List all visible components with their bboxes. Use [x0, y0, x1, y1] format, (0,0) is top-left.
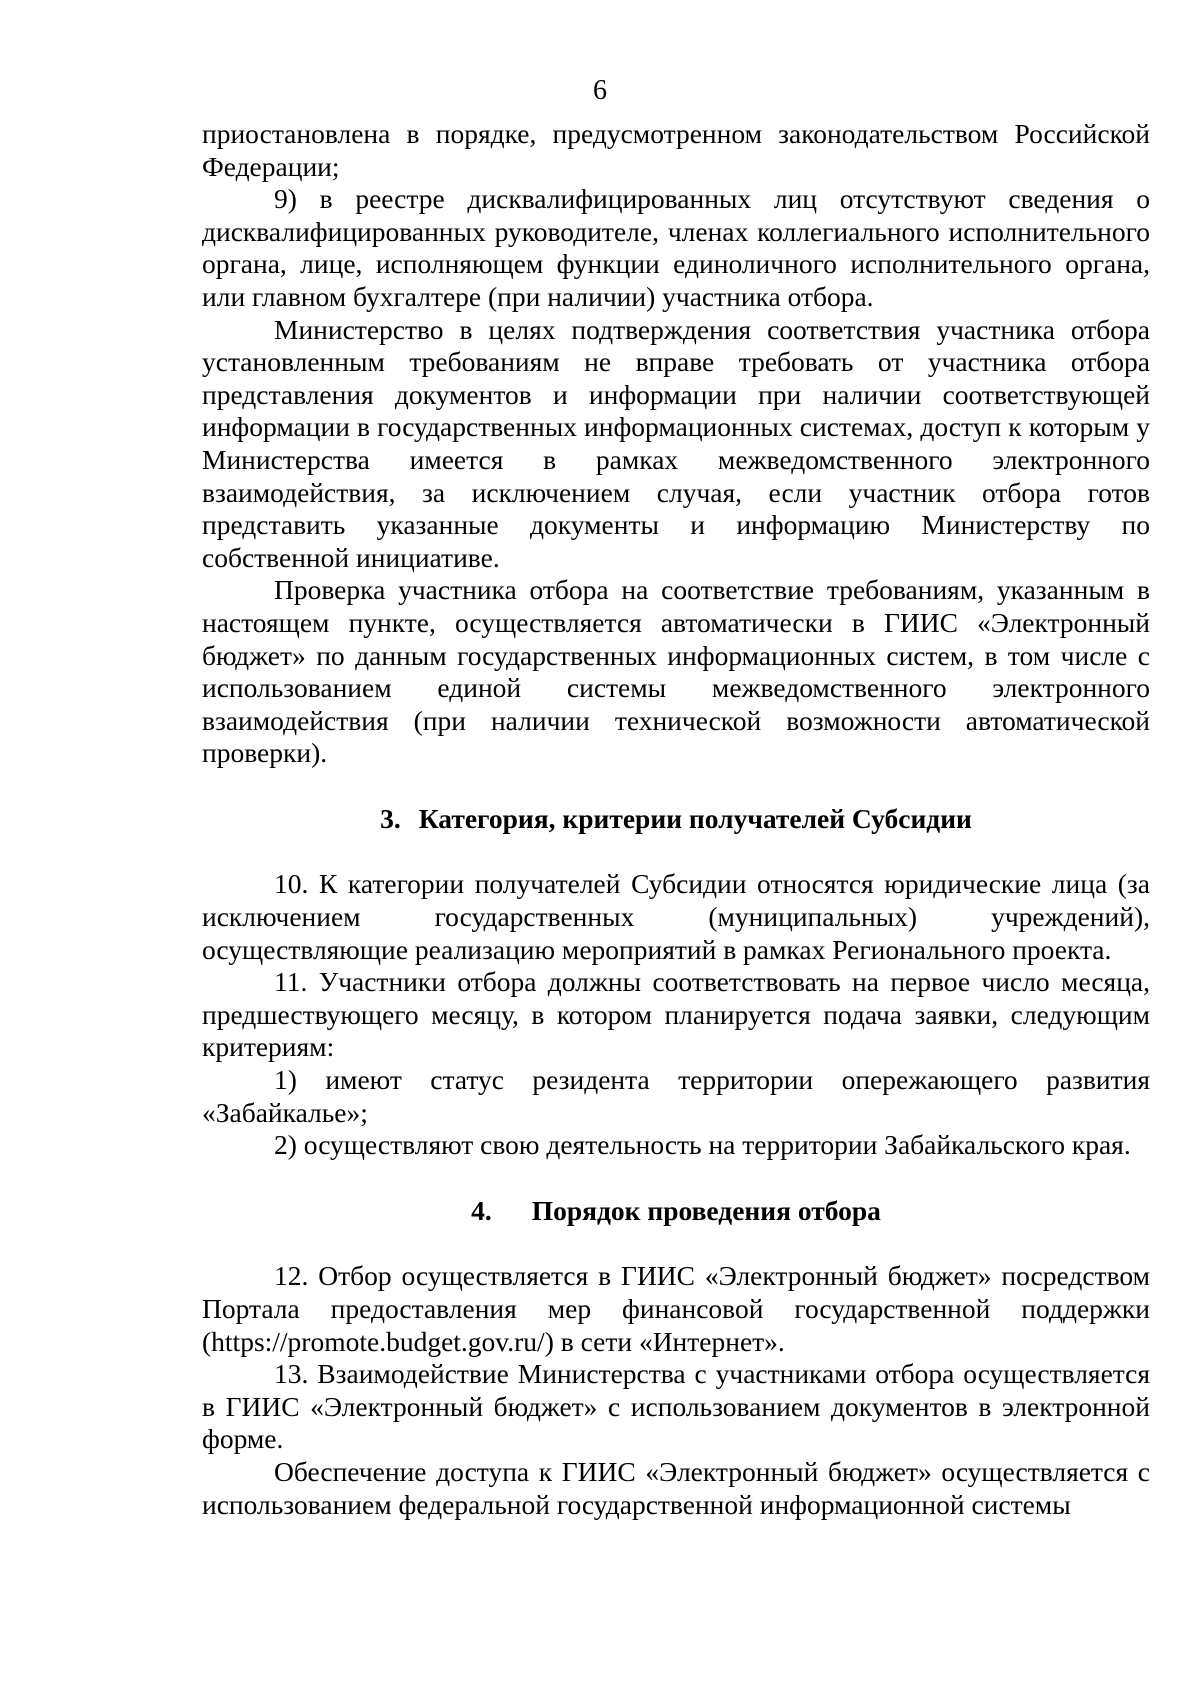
paragraph-item-13: 13. Взаимодействие Министерства с участниками отбора осуществляется в ГИИС «Электронный бюджет» с использованием документов в электронной форме. [202, 1358, 1150, 1455]
spacer [202, 835, 1150, 868]
section-number: 4. [471, 1194, 492, 1226]
section-heading-3 [202, 803, 1150, 836]
paragraph-item-12: 12. Отбор осуществляется в ГИИС «Электронный бюджет» посредством Портала предоставления мер финансовой государственной поддержки (https://promote.budget.gov.ru/) в сети «Интернет». [202, 1260, 1150, 1357]
section-number: 3. [380, 802, 401, 834]
section-heading-4 [202, 1195, 1150, 1228]
paragraph-continuation: приостановлена в порядке, предусмотренном законодательством Российской Федерации; [202, 118, 1150, 182]
paragraph-criterion-2: 2) осуществляют свою деятельность на территории Забайкальского края. [274, 1129, 1131, 1161]
spacer [202, 770, 1150, 803]
paragraph-item-10: 10. К категории получателей Субсидии относятся юридические лица (за исключением государственных (муниципальных) учреждений), осуществляющие реализацию мероприятий в рамках Регионального проекта. [202, 868, 1150, 965]
paragraph-item-9: 9) в реестре дисквалифицированных лиц отсутствуют сведения о дисквалифицированных руководителе, членах коллегиального исполнительного органа, лице, исполняющем функции единоличного исполнительного органа, или главном бухгалтере (при наличии) участника отбора. [202, 183, 1150, 312]
document-body [202, 118, 1150, 1521]
paragraph-automatic-check: Проверка участника отбора на соответствие требованиям, указанным в настоящем пункте, осуществляется автоматически в ГИИС «Электронный бюджет» по данным государственных информационных систем, в том числе с использованием единой системы межведомственного электронного взаимодействия (при наличии технической возможности автоматической проверки). [202, 574, 1150, 769]
section-title: Категория, критерии получателей Субсидии [418, 802, 972, 834]
spacer [202, 1227, 1150, 1260]
page-number: 6 [593, 75, 607, 106]
paragraph-item-11: 11. Участники отбора должны соответствовать на первое число месяца, предшествующего месяцу, в котором планируется подача заявки, следующим критериям: [202, 966, 1150, 1063]
spacer [202, 1162, 1150, 1195]
paragraph-access-provision: Обеспечение доступа к ГИИС «Электронный бюджет» осуществляется с использованием федеральной государственной информационной системы [202, 1455, 1150, 1520]
paragraph-criterion-1: 1) имеют статус резидента территории опережающего развития «Забайкалье»; [202, 1064, 1150, 1128]
section-title: Порядок проведения отбора [531, 1194, 881, 1226]
paragraph-ministry-verification: Министерство в целях подтверждения соответствия участника отбора установленным требованиям не вправе требовать от участника отбора представления документов и информации при наличии соответствующей информации в государственных информационных системах, доступ к которым у Министерства имеется в рамках межведомственного электронного взаимодействия, за исключением случая, если участник отбора готов представить указанные документы и информацию Министерству по собственной инициативе. [202, 313, 1150, 573]
